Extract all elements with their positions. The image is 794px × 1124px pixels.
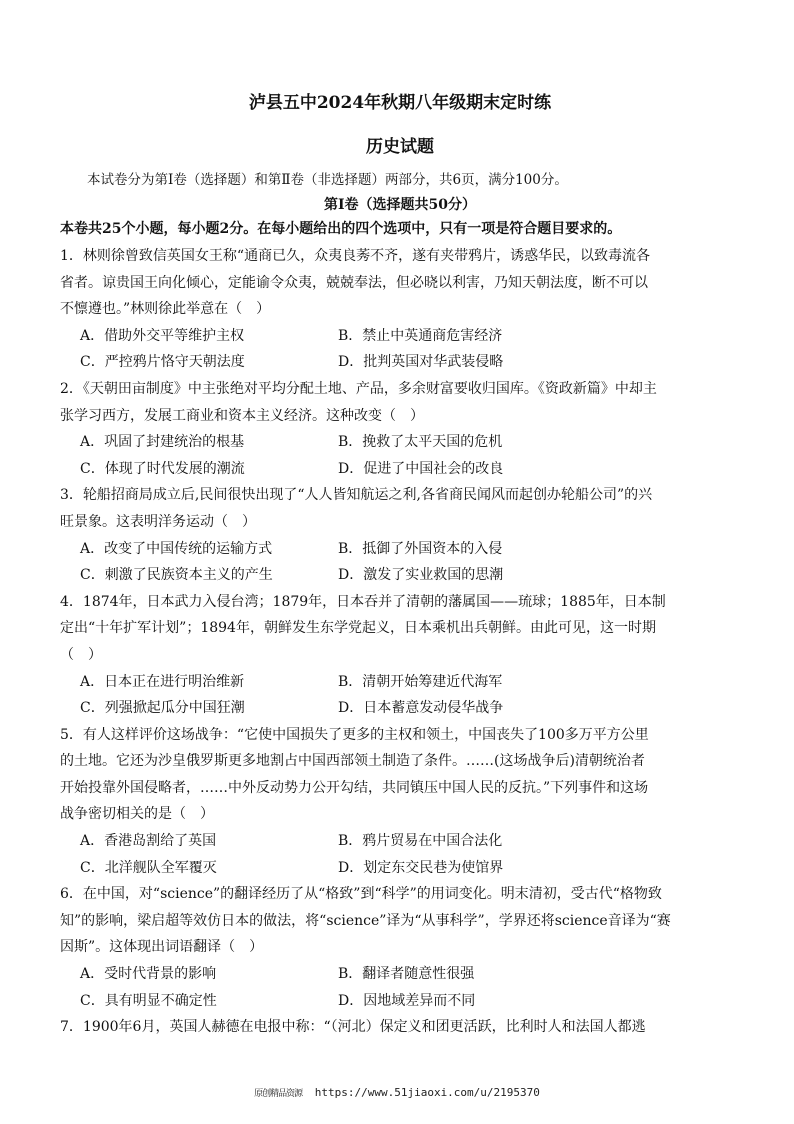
- option-d: D．激发了实业救国的思潮: [338, 567, 504, 584]
- option-c: C．北洋舰队全军覆灭: [80, 859, 217, 876]
- option-b: B．挽救了太平天国的危机: [338, 434, 503, 451]
- question-stem: 7．1900年6月，英国人赫德在电报中称：“（河北）保定义和团更活跃，比利时人和法国人都逃: [60, 1019, 646, 1036]
- question-7: [60, 1014, 740, 1041]
- option-a: A．香港岛割给了英国: [80, 833, 217, 850]
- option-d: D．批判英国对华武装侵略: [338, 354, 504, 371]
- option-b: B．鸦片贸易在中国合法化: [338, 833, 503, 850]
- question-stem: 4．1874年，日本武力入侵台湾；1879年，日本吞并了清朝的藩属国——琉球；1885年，日本制 定出“十年扩军计划”；1894年，朝鲜发生东学党起义，日本乘机出兵朝鲜。由此可见，这一时期 （ ）: [60, 593, 666, 663]
- section-instructions: 本卷共25个小题，每小题2分。在每小题给出的四个选项中，只有一项是符合题目要求的。: [60, 221, 622, 237]
- question-stem: 5．有人这样评价这场战争：“它使中国损失了更多的主权和领土，中国丧失了100多万平方公里 的土地。它还为沙皇俄罗斯更多地割占中国西部领土制造了条件。……(这场战争后)清朝统治者 开始投靠外国侵略者，……中外反动势力公开勾结，共同镇压中国人民的反抗。”下列事件和这场 战争密切相关的是（ ）: [60, 726, 649, 823]
- question-2: [60, 376, 740, 482]
- question-stem: 2．《天朝田亩制度》中主张绝对平均分配土地、产品，多余财富要收归国库。《资政新篇》中却主 张学习西方，发展工商业和资本主义经济。这种改变（ ）: [60, 380, 657, 424]
- source-url[interactable]: https://www.51jiaoxi.com/u/2195370: [314, 1086, 540, 1099]
- exam-intro: 本试卷分为第Ⅰ卷（选择题）和第Ⅱ卷（非选择题）两部分，共6页，满分100分。: [87, 172, 568, 188]
- question-3: [60, 482, 740, 588]
- option-b: B．抵御了外国资本的入侵: [338, 540, 503, 557]
- option-a: A．日本正在进行明治维新: [80, 673, 245, 690]
- option-c: C．具有明显不确定性: [80, 992, 217, 1009]
- option-a: A．改变了中国传统的运输方式: [80, 540, 273, 557]
- option-b: B．清朝开始筹建近代海军: [338, 673, 503, 690]
- question-6: [60, 881, 740, 1014]
- option-c: C．体现了时代发展的潮流: [80, 460, 245, 477]
- option-d: D．划定东交民巷为使馆界: [338, 859, 504, 876]
- option-d: D．促进了中国社会的改良: [338, 460, 504, 477]
- option-d: D．因地域差异而不同: [338, 992, 476, 1009]
- option-d: D．日本蓄意发动侵华战争: [338, 700, 504, 717]
- exam-title: 泸县五中2024年秋期八年级期末定时练: [248, 93, 552, 113]
- page-footer: [0, 1086, 794, 1099]
- option-c: C．列强掀起瓜分中国狂潮: [80, 700, 245, 717]
- question-1: [60, 243, 740, 376]
- option-a: A．借助外交平等维护主权: [80, 327, 245, 344]
- question-list: [60, 243, 740, 1041]
- option-b: B．翻译者随意性很强: [338, 966, 475, 983]
- question-stem: 6．在中国，对“science”的翻译经历了从“格致”到“科学”的用词变化。明末清初，受古代“格物致 知”的影响，梁启超等效仿日本的做法，将“science”译为“从事科学”，学界还将science音译为“赛 因斯”。这体现出词语翻译（ ）: [60, 886, 671, 956]
- watermark-logo: 原创精品资源: [254, 1089, 303, 1099]
- question-stem: 3．轮船招商局成立后,民间很快出现了“人人皆知航运之利,各省商民闻风而起创办轮船公司”的兴 旺景象。这表明洋务运动（ ）: [60, 487, 653, 530]
- question-4: [60, 589, 740, 722]
- option-c: C．刺激了民族资本主义的产生: [80, 567, 273, 584]
- option-a: A．巩固了封建统治的根基: [80, 434, 245, 451]
- question-5: [60, 722, 740, 882]
- question-stem: 1．林则徐曾致信英国女王称“通商已久，众夷良莠不齐，遂有夹带鸦片，诱惑华民，以致毒流各 省者。谅贵国王向化倾心，定能谕令众夷，兢兢奉法，但必晓以利害，乃知天朝法度，断不可以 不懔遵也。”林则徐此举意在（ ）: [60, 248, 651, 318]
- option-a: A．受时代背景的影响: [80, 966, 217, 983]
- option-b: B．禁止中英通商危害经济: [338, 327, 503, 344]
- exam-subject: 历史试题: [366, 137, 434, 157]
- option-c: C．严控鸦片恪守天朝法度: [80, 354, 245, 371]
- section-title: 第Ⅰ卷（选择题共50分）: [323, 197, 477, 213]
